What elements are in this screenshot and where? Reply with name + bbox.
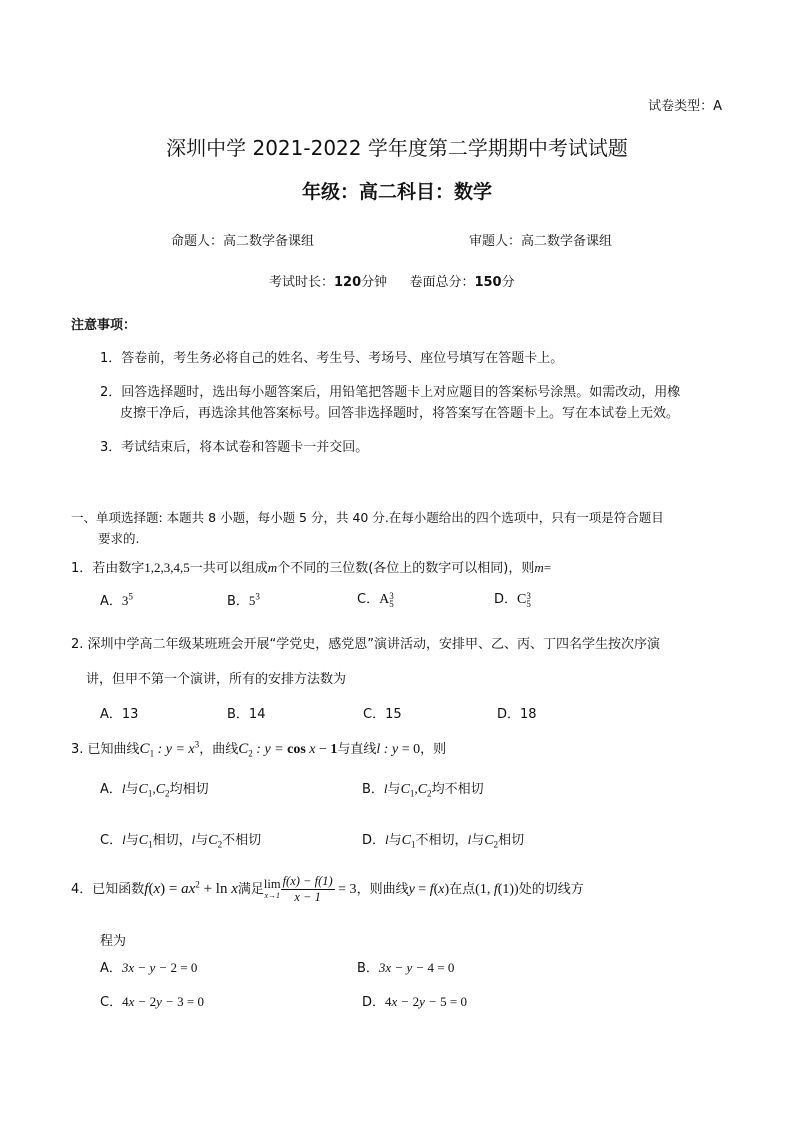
q3-option-d: D．l与$C_1$不相切，l与$C_2$相切 <box>362 832 525 850</box>
q1-option-c: C．A 3 5 <box>357 590 394 609</box>
page-subtitle: 年级：高二科目：数学 <box>301 181 492 203</box>
score-unit: 分 <box>501 275 515 290</box>
limit-symbol: lim x→1 <box>263 876 281 900</box>
duration-unit: 分钟 <box>361 275 388 290</box>
q2-option-b: B．14 <box>227 707 266 722</box>
question-4: 4．已知函数$f(x) = ax^2 + \ln x$满足 lim x→1 $\frac{f(x) - f(1)}{x - 1}$ = 3，则曲线y = f(x)在点(1, f(1))处的切线方 <box>71 874 584 904</box>
paper-type: 试卷类型：A <box>648 99 722 114</box>
q4-option-c: C．4x − 2y − 3 = 0 <box>100 994 205 1010</box>
note-item-3: 3．考试结束后，将本试卷和答题卡一并交回。 <box>100 440 369 455</box>
section-heading-cont: 要求的. <box>98 531 140 546</box>
q1-option-b: B．$5^3$ <box>227 591 260 609</box>
q1-option-d: D．C 3 5 <box>494 590 531 609</box>
notes-heading: 注意事项： <box>71 318 137 333</box>
question-4-cont: 程为 <box>100 934 127 949</box>
q4-option-d: D．4x − 2y − 5 = 0 <box>362 994 467 1010</box>
note-item-2-cont: 皮擦干净后，再选涂其他答案标号。回答非选择题时，将答案写在答题卡上。写在本试卷上无效。 <box>120 406 680 421</box>
question-1: 1．若由数字1,2,3,4,5一共可以组成m个不同的三位数(各位上的数字可以相同)，则m= <box>71 560 552 576</box>
q1-option-a: A．$3^5$ <box>100 591 133 609</box>
difference-quotient: $\frac{f(x) - f(1)}{x - 1}$ <box>282 874 333 904</box>
exam-info <box>269 271 515 290</box>
page-title: 深圳中学 2021-2022 学年度第二学期期中考试试题 <box>166 136 628 160</box>
q4-option-a: A．3x − y − 2 = 0 <box>100 960 198 976</box>
q2-option-c: C．15 <box>363 707 402 722</box>
q2-option-a: A．13 <box>100 707 139 722</box>
reviewer: 审题人：高二数学备课组 <box>469 234 613 249</box>
duration-value: 120 <box>334 275 362 290</box>
note-item-2: 2．回答选择题时，选出每小题答案后，用铅笔把答题卡上对应题目的答案标号涂黑。如需改动，用橡 <box>100 385 681 400</box>
score-value: 150 <box>474 275 502 290</box>
q3-option-b: B．l与$C_1,C_2$均不相切 <box>362 781 484 799</box>
duration-label: 考试时长： <box>269 275 335 290</box>
score-label: 卷面总分： <box>409 275 475 290</box>
q3-option-a: A．l与$C_1,C_2$均相切 <box>100 781 209 799</box>
note-item-1: 1．答卷前，考生务必将自己的姓名、考生号、考场号、座位号填写在答题卡上。 <box>100 351 564 366</box>
setter: 命题人：高二数学备课组 <box>171 234 315 249</box>
q4-option-b: B．3x − y − 4 = 0 <box>357 960 455 976</box>
question-2: 2. 深圳中学高二年级某班班会开展“学党史，感党恩”演讲活动，安排甲、乙、丙、丁四名学生按次序演 <box>71 637 661 652</box>
q3-option-c: C．l与$C_1$相切，l与$C_2$不相切 <box>100 832 262 850</box>
question-2-cont: 讲，但甲不第一个演讲，所有的安排方法数为 <box>86 672 347 687</box>
question-3: 3. 已知曲线$C_1$ : $y = x^3$，曲线$C_2$ : y = cos x − 1与直线l : y = 0，则 <box>71 739 447 759</box>
section-heading: 一、单项选择题: 本题共 8 小题，每小题 5 分，共 40 分.在每小题给出的四个选项中，只有一项是符合题目 <box>71 510 664 525</box>
q2-option-d: D．18 <box>497 707 537 722</box>
